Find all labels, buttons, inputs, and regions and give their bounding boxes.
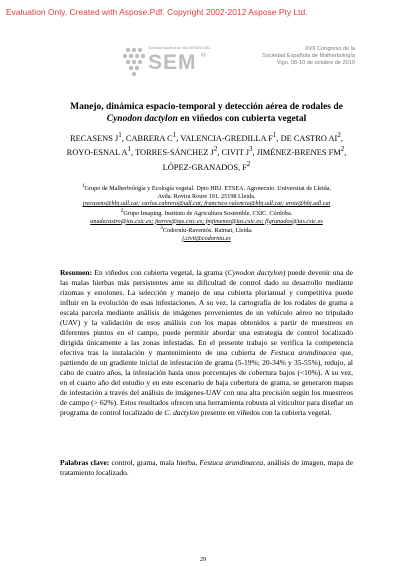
abstract-label: Resumen: [60, 268, 93, 277]
author-line: LÓPEZ-GRANADOS, $F^2$ [162, 159, 251, 172]
logo-wordmark-h: H [201, 53, 206, 59]
affiliation-1: $^1$Grupo de Malherbología y Ecología vegetal. Dpto HBJ. ETSEA. Agrotecnio. Universitat de Lleida. [81, 183, 332, 193]
keywords-label: Palabras clave: [60, 458, 110, 467]
page-number: 29 [200, 557, 206, 563]
keywords-species: Festuca arundinacea [199, 458, 264, 467]
abstract-text: ) puede devenir una de las malas hierbas más persistentes ante su dificultad de control dado su desarrollo mediante rizomas y estolones. La selección y manejo de una cubierta plurianual y competitiva puede influir en la evolución de esas infestaciones. A su vez, la cartografía de los rodales de grama a escala parcela mediante análisis de imágenes provenientes de un vehículo aéreo no tripulado (UAV) y la validación de esos análisis con los mapas obtenidos a partir de muestreos en diferentes puntos en el campo, puede permitir abordar una estrategia de control localizado dirigida únicamente a las zonas infestadas. En el presente trabajo se verifica la competencia efectiva tras la instalación y mantenimiento de una cubierta de [60, 268, 353, 357]
title-rest: en viñedos con cubierta vegetal [177, 114, 307, 124]
affiliations [40, 183, 373, 242]
abstract-text: presente en viñedos con la cubierta vegetal. [198, 408, 332, 417]
abstract [60, 268, 353, 418]
evaluation-watermark: Evaluation Only. Created with Aspose.Pdf. Copyright 2002-2012 Aspose Pty Ltd. [6, 7, 308, 17]
affiliation-3: $^3$Codorníu-Raventós. Raimat, Lleida. [160, 225, 253, 235]
congress-info [262, 46, 355, 67]
author-line: RECASENS $J^1$, CABRERA $C^1$, VALENCIA-GREDILLA $F^1$, DE CASTRO $AI^2$, [70, 131, 343, 143]
author-line: ROYO-ESNAL $A^1$, TORRES-SÁNCHEZ $J^2$, CIVIT $J^3$, JIMÉNEZ-BRENES $FM^2$, [66, 145, 347, 158]
title-line-1: Manejo, dinámica espacio-temporal y detección aérea de rodales de [70, 102, 343, 112]
keywords-text: control, grama, mala hierba, [109, 458, 200, 467]
affiliation-2-emails[interactable]: anadecastro@ias.csic.es; jtorres@ias.csic.es; fmjimenez@ias.csic.es; flgranados@ias.csic.es [90, 217, 323, 225]
abstract-species: C. dactylon [164, 408, 199, 417]
abstract-species: Festuca arundinacea [270, 348, 337, 357]
affiliation-2: $^2$Grupo Imaping. Instituto de Agricultura Sostenible. CSIC. Córdoba. [120, 207, 293, 217]
abstract-species: Cynodon dactylon [227, 268, 283, 277]
author-list [40, 130, 373, 173]
keywords-text: , análisis de imagen, mapa de tratamiento localizado. [60, 458, 353, 477]
title-line-2 [40, 113, 373, 125]
affiliation-1-emails[interactable]: jrecasens@hbj.udl.cat; carlos.cabrera@udl.cat; francisco.valencia@hbj.udl.cat; aroiz@hbj.udl.cat [82, 200, 331, 208]
congress-line: Sociedad Española de Malherbología [262, 53, 355, 59]
title-species: Cynodon dactylon [106, 114, 178, 124]
affiliation-1-address: Avda. Rovira Roure 191. 25198 Lleida. [157, 192, 256, 200]
congress-line: Vigo, 08-10 de octubre de 2019 [276, 60, 355, 66]
paper-title [40, 101, 373, 125]
logo-wordmark: SEM [148, 51, 197, 74]
abstract-text: que, partiendo de un gradiente inicial de infestación de grama (5-19%; 20-34% y 35-55%), redujo, al cabo de cuatro años, la infestación hasta unos porcentajes de cobertura bajos (<10%). A su vez, en el cuarto año del estudio y en este escenario de baja cobertura de grama, se generaron mapas de infestación a través del análisis de imágenes-UAV con una alta precisión según los muestreos de campo (> 62%). Estos resultados ofrecen una herramienta robusta al viticultor para diseñar un programa de control localizado de [60, 348, 353, 417]
congress-line: XVII Congreso de la [304, 46, 355, 52]
logo-society-name: Sociedad Española de MALHERBOLOGÍA [148, 46, 211, 50]
keywords [60, 458, 353, 478]
affiliation-3-email[interactable]: j.civit@codorniu.es [182, 234, 231, 242]
abstract-text: En viñedos con cubierta vegetal, la grama ( [92, 268, 228, 277]
